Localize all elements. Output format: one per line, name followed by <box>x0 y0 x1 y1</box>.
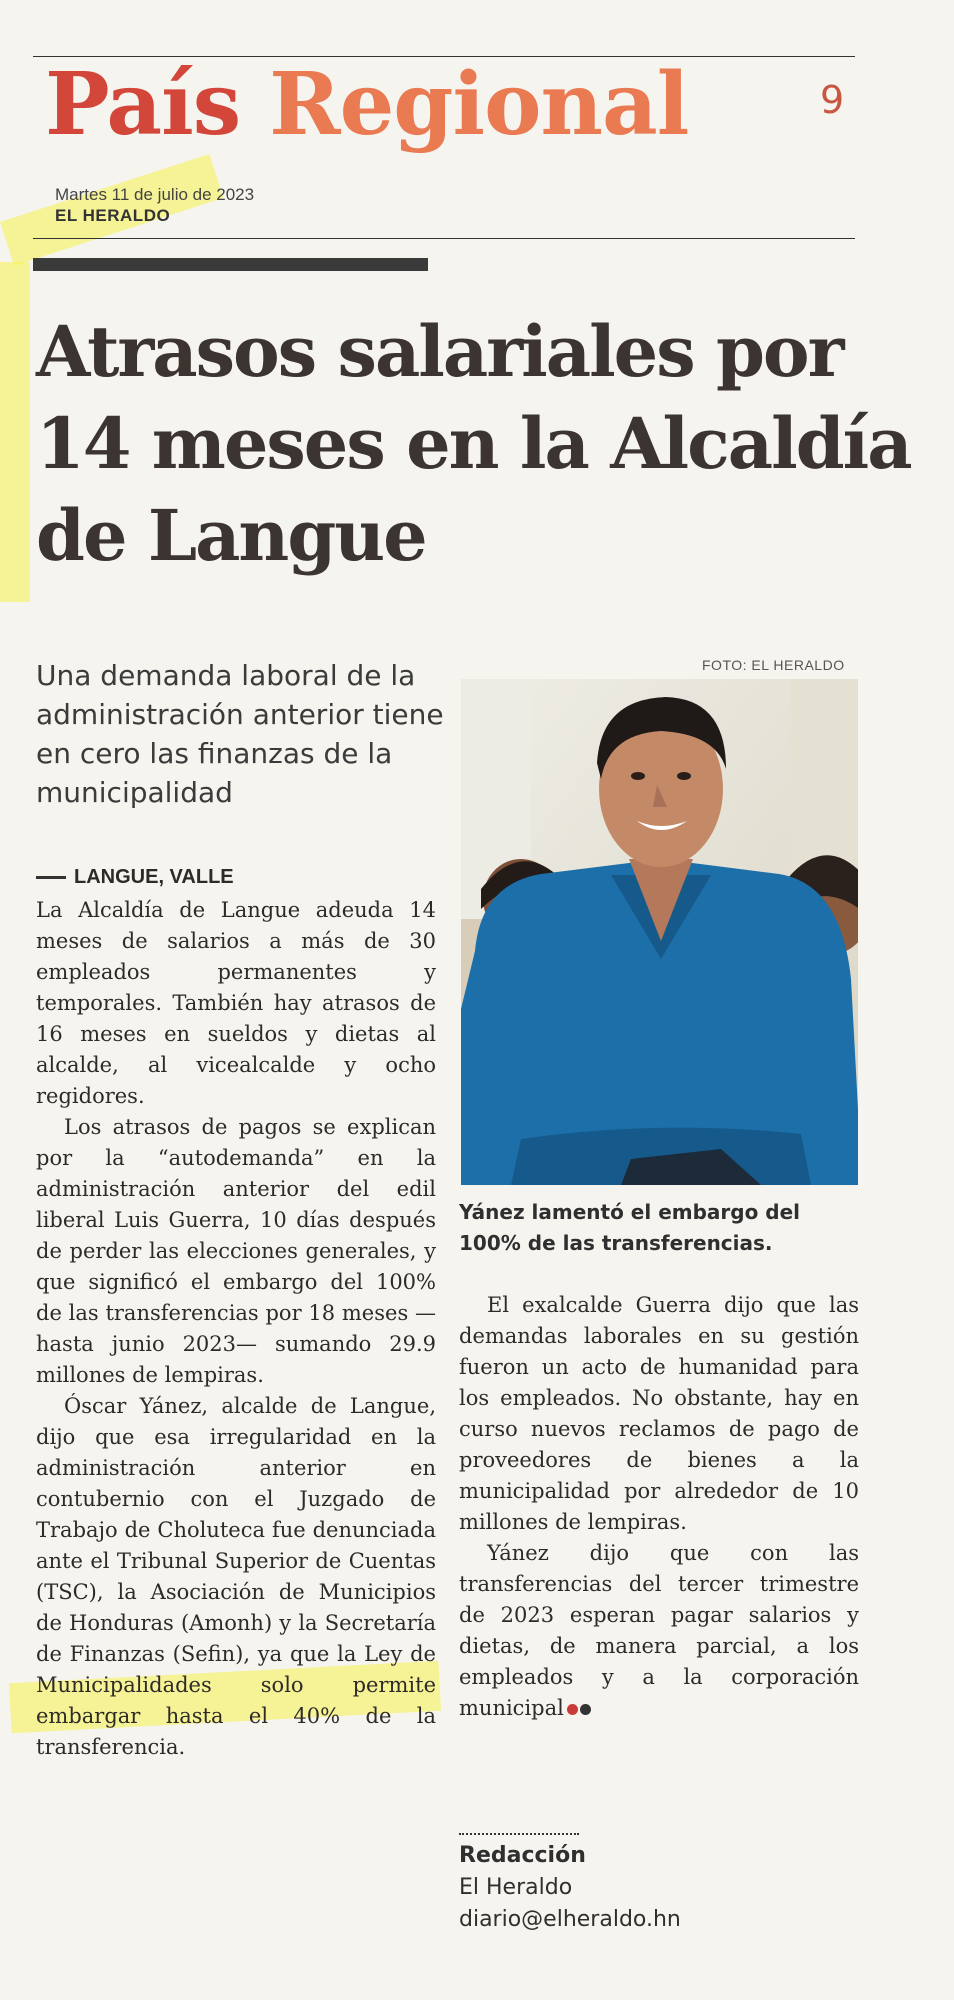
body-paragraph <box>459 1538 859 1724</box>
headline: Atrasos salariales por 14 meses en la Alcaldía de Langue <box>36 310 911 577</box>
end-mark-dot-red <box>567 1704 578 1715</box>
body-paragraph <box>459 1290 859 1538</box>
photo-credit: FOTO: EL HERALDO <box>702 657 845 673</box>
byline-divider <box>459 1833 579 1835</box>
body-paragraph-text: Yánez dijo que con las transferencias del tercer trimestre de 2023 esperan pagar salarios y dietas, de manera parcial, a los empleados y a la corporación municipal <box>459 1541 859 1720</box>
body-paragraph-text: El exalcalde Guerra dijo que las demandas laborales en su gestión fueron un acto de humanidad para los empleados. No obstante, hay en curso nuevos reclamos de pago de proveedores de bienes a la municipalidad por alrededor de 10 millones de lempiras. <box>459 1293 859 1534</box>
body-paragraph: La Alcaldía de Langue adeuda 14 meses de salarios a más de 30 empleados permanentes y temporales. También hay atrasos de 16 meses en sueldos y dietas al alcalde, al vicealcalde y ocho regidores. <box>36 898 436 1108</box>
section-title-word1: País <box>45 54 241 155</box>
location-tag <box>36 862 436 893</box>
article-photo <box>461 679 858 1185</box>
byline <box>459 1840 681 1936</box>
body-column-right <box>459 1290 859 1724</box>
end-mark-dot-black <box>580 1704 591 1715</box>
body-column-left <box>36 862 436 1763</box>
body-paragraph: Los atrasos de pagos se explican por la “autodemanda” en la administración anterior del edil liberal Luis Guerra, 10 días después de perder las elecciones generales, y que significó el embargo del 100% de las transferencias por 18 meses —hasta junio 2023— sumando 29.9 millones de lempiras. <box>36 1115 436 1387</box>
header-bottom-rule <box>33 238 855 239</box>
deck: Una demanda laboral de la administración anterior tiene en cero las finanzas de la municipalidad <box>36 659 444 809</box>
headline-accent-bar <box>33 258 428 271</box>
location-dash <box>36 876 66 879</box>
photo-caption: Yánez lamentó el embargo del 100% de las transferencias. <box>459 1200 801 1255</box>
body-paragraph: Óscar Yánez, alcalde de Langue, dijo que esa irregularidad en la administración anterior en contubernio con el Juzgado de Trabajo de Choluteca fue denunciada ante el Tribunal Superior de Cuentas (TSC), la Asociación de Municipios de Honduras (Amonh) y la Secretaría de Finanzas (Sefin), ya que la Ley de Municipalidades solo permite embargar hasta el 40% de la transferencia. <box>36 1394 436 1759</box>
byline-email[interactable]: diario@elheraldo.hn <box>459 1907 681 1932</box>
highlighter-mark-top <box>0 262 30 602</box>
byline-author: Redacción <box>459 1843 586 1868</box>
byline-outlet: El Heraldo <box>459 1875 573 1900</box>
section-title <box>45 54 689 155</box>
newspaper-name: EL HERALDO <box>55 206 171 225</box>
section-title-word2: Regional <box>269 54 689 155</box>
dateline: Martes 11 de julio de 2023 <box>55 185 255 204</box>
photo-illustration <box>461 679 858 1185</box>
page-number: 9 <box>820 78 845 122</box>
location-label: LANGUE, VALLE <box>74 866 234 888</box>
